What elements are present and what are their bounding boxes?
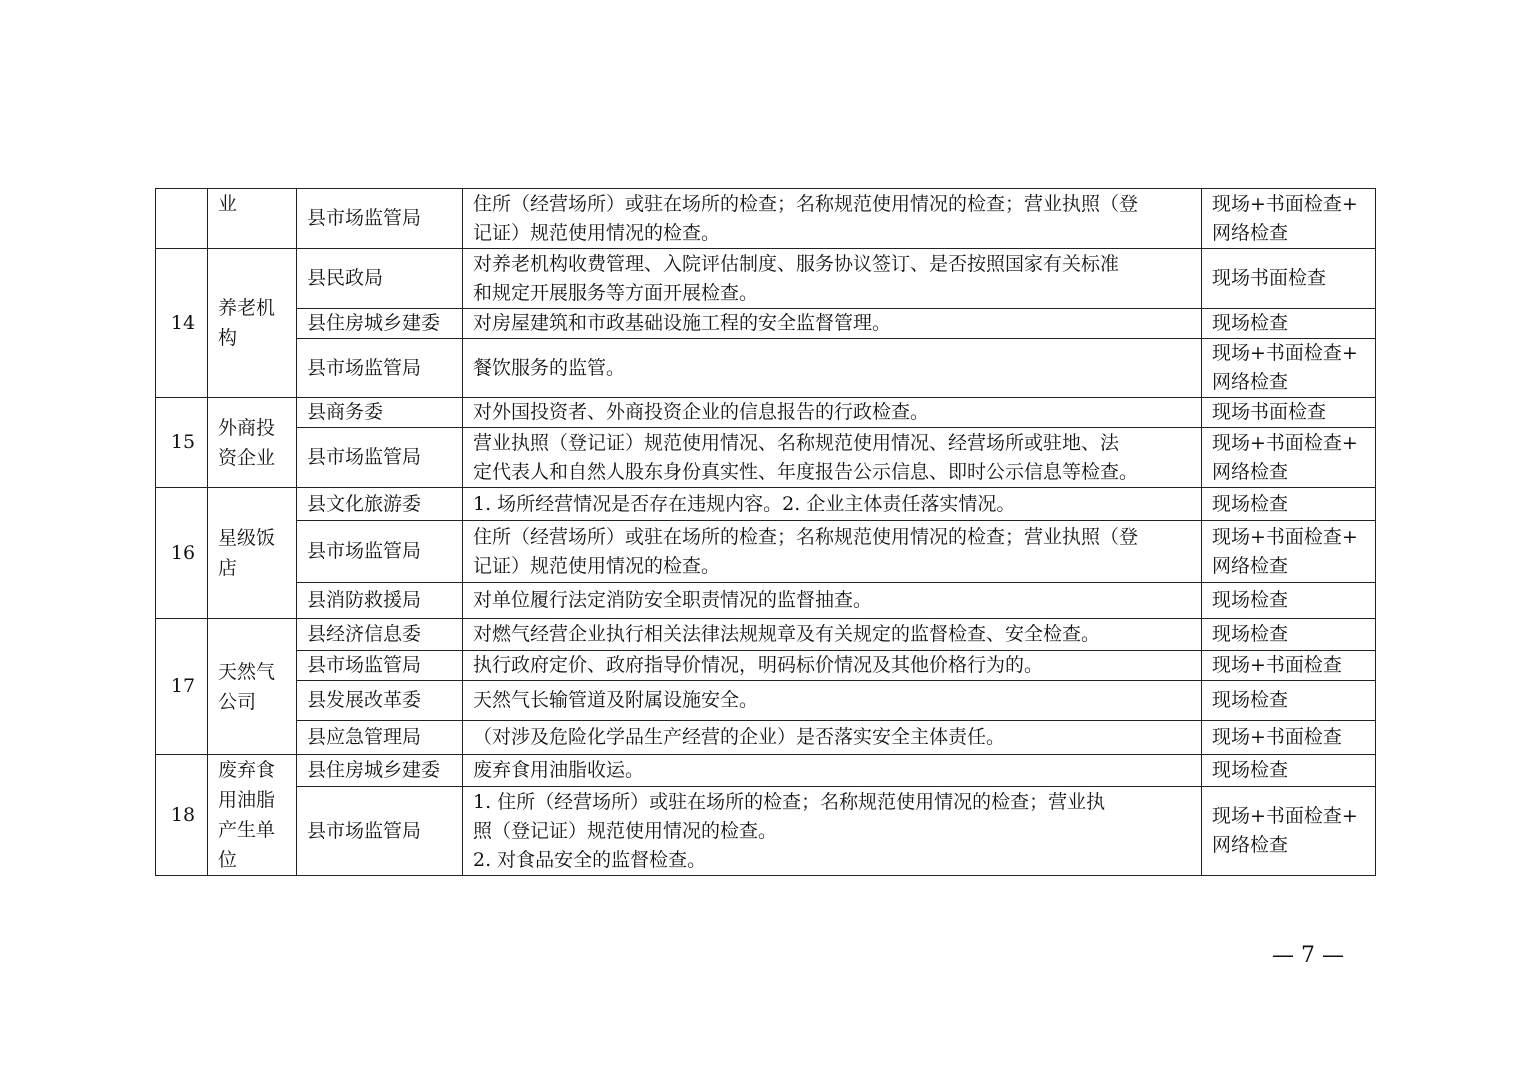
inspection-items-cell: 对单位履行法定消防安全职责情况的监督抽查。 <box>463 583 1202 619</box>
method-cell: 现场书面检查 <box>1202 249 1376 309</box>
table-row <box>156 249 1376 309</box>
department-cell: 县市场监管局 <box>297 651 463 681</box>
table-row <box>156 583 1376 619</box>
inspection-items-cell: 营业执照（登记证）规范使用情况、名称规范使用情况、经营场所或驻地、法 定代表人和自然人股东身份真实性、年度报告公示信息、即时公示信息等检查。 <box>463 428 1202 488</box>
method-cell: 现场检查 <box>1202 583 1376 619</box>
method-cell: 现场+书面检查+ 网络检查 <box>1202 428 1376 488</box>
table-row <box>156 189 1376 249</box>
row-number-cell: 15 <box>156 398 208 488</box>
department-cell: 县住房城乡建委 <box>297 309 463 339</box>
inspection-items-cell: 对养老机构收费管理、入院评估制度、服务协议签订、是否按照国家有关标准 和规定开展服务等方面开展检查。 <box>463 249 1202 309</box>
table-row <box>156 721 1376 755</box>
department-cell: 县市场监管局 <box>297 339 463 398</box>
category-cell: 外商投 资企业 <box>208 398 297 488</box>
inspection-items-cell: 住所（经营场所）或驻在场所的检查；名称规范使用情况的检查；营业执照（登 记证）规范使用情况的检查。 <box>463 521 1202 583</box>
method-cell: 现场检查 <box>1202 619 1376 651</box>
inspection-items-cell: （对涉及危险化学品生产经营的企业）是否落实安全主体责任。 <box>463 721 1202 755</box>
table-row <box>156 398 1376 428</box>
department-cell: 县应急管理局 <box>297 721 463 755</box>
table-row <box>156 681 1376 721</box>
table-row <box>156 787 1376 876</box>
inspection-items-cell: 天然气长输管道及附属设施安全。 <box>463 681 1202 721</box>
inspection-items-cell: 1. 住所（经营场所）或驻在场所的检查；名称规范使用情况的检查；营业执 照（登记证）规范使用情况的检查。 2. 对食品安全的监督检查。 <box>463 787 1202 876</box>
category-cell: 天然气 公司 <box>208 619 297 755</box>
method-cell: 现场检查 <box>1202 755 1376 787</box>
method-cell: 现场检查 <box>1202 488 1376 521</box>
department-cell: 县发展改革委 <box>297 681 463 721</box>
method-cell: 现场检查 <box>1202 309 1376 339</box>
department-cell: 县消防救援局 <box>297 583 463 619</box>
inspection-items-cell: 废弃食用油脂收运。 <box>463 755 1202 787</box>
inspection-items-cell: 餐饮服务的监管。 <box>463 339 1202 398</box>
row-number-cell: 17 <box>156 619 208 755</box>
inspection-table <box>155 188 1376 876</box>
department-cell: 县市场监管局 <box>297 428 463 488</box>
category-cell: 废弃食 用油脂 产生单 位 <box>208 755 297 876</box>
inspection-items-cell: 对外国投资者、外商投资企业的信息报告的行政检查。 <box>463 398 1202 428</box>
department-cell: 县经济信息委 <box>297 619 463 651</box>
department-cell: 县住房城乡建委 <box>297 755 463 787</box>
method-cell: 现场书面检查 <box>1202 398 1376 428</box>
method-cell: 现场检查 <box>1202 681 1376 721</box>
department-cell: 县商务委 <box>297 398 463 428</box>
row-number-cell: 14 <box>156 249 208 398</box>
department-cell: 县市场监管局 <box>297 189 463 249</box>
category-cell: 星级饭 店 <box>208 488 297 619</box>
department-cell: 县民政局 <box>297 249 463 309</box>
table-row <box>156 521 1376 583</box>
department-cell: 县文化旅游委 <box>297 488 463 521</box>
row-number-cell: 18 <box>156 755 208 876</box>
table-row <box>156 651 1376 681</box>
table-row <box>156 428 1376 488</box>
table-row <box>156 309 1376 339</box>
category-cell: 业 <box>208 189 297 249</box>
row-number-cell <box>156 189 208 249</box>
table-row <box>156 488 1376 521</box>
method-cell: 现场+书面检查 <box>1202 721 1376 755</box>
category-cell: 养老机 构 <box>208 249 297 398</box>
department-cell: 县市场监管局 <box>297 521 463 583</box>
inspection-items-cell: 对房屋建筑和市政基础设施工程的安全监督管理。 <box>463 309 1202 339</box>
table-row <box>156 755 1376 787</box>
method-cell: 现场+书面检查+ 网络检查 <box>1202 339 1376 398</box>
method-cell: 现场+书面检查+ 网络检查 <box>1202 521 1376 583</box>
department-cell: 县市场监管局 <box>297 787 463 876</box>
method-cell: 现场+书面检查+ 网络检查 <box>1202 189 1376 249</box>
table-row <box>156 339 1376 398</box>
inspection-items-cell: 对燃气经营企业执行相关法律法规规章及有关规定的监督检查、安全检查。 <box>463 619 1202 651</box>
method-cell: 现场+书面检查+ 网络检查 <box>1202 787 1376 876</box>
row-number-cell: 16 <box>156 488 208 619</box>
page-number: — 7 — <box>1272 943 1344 968</box>
method-cell: 现场+书面检查 <box>1202 651 1376 681</box>
table-row <box>156 619 1376 651</box>
inspection-items-cell: 住所（经营场所）或驻在场所的检查；名称规范使用情况的检查；营业执照（登 记证）规范使用情况的检查。 <box>463 189 1202 249</box>
inspection-items-cell: 1. 场所经营情况是否存在违规内容。2. 企业主体责任落实情况。 <box>463 488 1202 521</box>
inspection-items-cell: 执行政府定价、政府指导价情况，明码标价情况及其他价格行为的。 <box>463 651 1202 681</box>
